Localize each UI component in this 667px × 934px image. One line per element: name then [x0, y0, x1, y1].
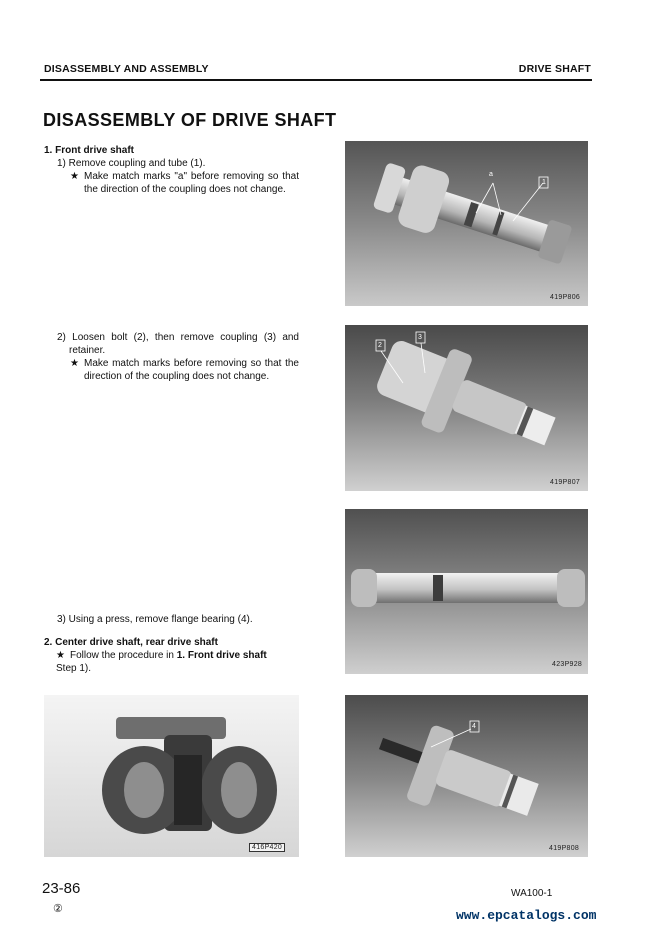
model-number: WA100-1	[511, 888, 553, 899]
photo-coupling-and-tube-callouts	[345, 141, 588, 306]
center-note	[70, 649, 299, 662]
photo-coupling-and-tube	[345, 141, 588, 306]
photo-universal-joint-image	[44, 695, 299, 857]
photo-universal-joint	[44, 695, 299, 857]
photo-coupling-bolt	[345, 325, 588, 491]
front-drive-shaft-heading: 1. Front drive shaft	[44, 145, 135, 156]
header-rule	[40, 79, 592, 81]
step-1-1-note: Make match marks "a" before removing so that the direction of the coupling does not change.	[84, 171, 299, 195]
callout-2: 2	[378, 342, 383, 349]
step-1-2-note: Make match marks before removing so that the direction of the coupling does not change.	[84, 358, 299, 382]
page-title: DISASSEMBLY OF DRIVE SHAFT	[43, 110, 337, 130]
star-icon: ★	[56, 650, 65, 661]
photo-flange-bearing	[345, 695, 588, 857]
center-note-step: Step 1).	[56, 663, 92, 674]
photo-code: 419P806	[550, 294, 581, 301]
photo-code: 419P808	[549, 845, 580, 852]
header-topic: DRIVE SHAFT	[518, 63, 591, 75]
page-number: 23-86	[42, 880, 81, 897]
photo-drive-shaft	[345, 509, 588, 674]
callout-3: 3	[418, 334, 423, 341]
photo-flange-bearing-callouts	[345, 695, 588, 857]
revision-mark: ②	[53, 903, 63, 915]
center-note-pre: Follow the procedure in	[70, 650, 177, 661]
header-section-title: DISASSEMBLY AND ASSEMBLY	[44, 63, 209, 75]
photo-code: 419P807	[550, 479, 581, 486]
center-drive-shaft-heading: 2. Center drive shaft, rear drive shaft	[44, 637, 218, 648]
star-icon: ★	[70, 171, 79, 182]
website-watermark: www.epcatalogs.com	[456, 908, 597, 923]
callout-a: a	[489, 171, 494, 178]
photo-code: 416P420	[249, 843, 285, 852]
photo-code: 423P928	[552, 661, 583, 668]
star-icon: ★	[70, 358, 79, 369]
callout-1: 1	[542, 179, 547, 186]
step-1-2: 2) Loosen bolt (2), then remove coupling (3) and retainer.	[57, 332, 299, 356]
callout-4: 4	[472, 723, 477, 730]
photo-drive-shaft-image	[345, 509, 588, 674]
center-note-ref: 1. Front drive shaft	[176, 650, 267, 661]
step-1-3: 3) Using a press, remove flange bearing (4).	[57, 614, 253, 625]
photo-coupling-bolt-callouts	[345, 325, 588, 491]
step-1-1: 1) Remove coupling and tube (1).	[57, 158, 206, 169]
